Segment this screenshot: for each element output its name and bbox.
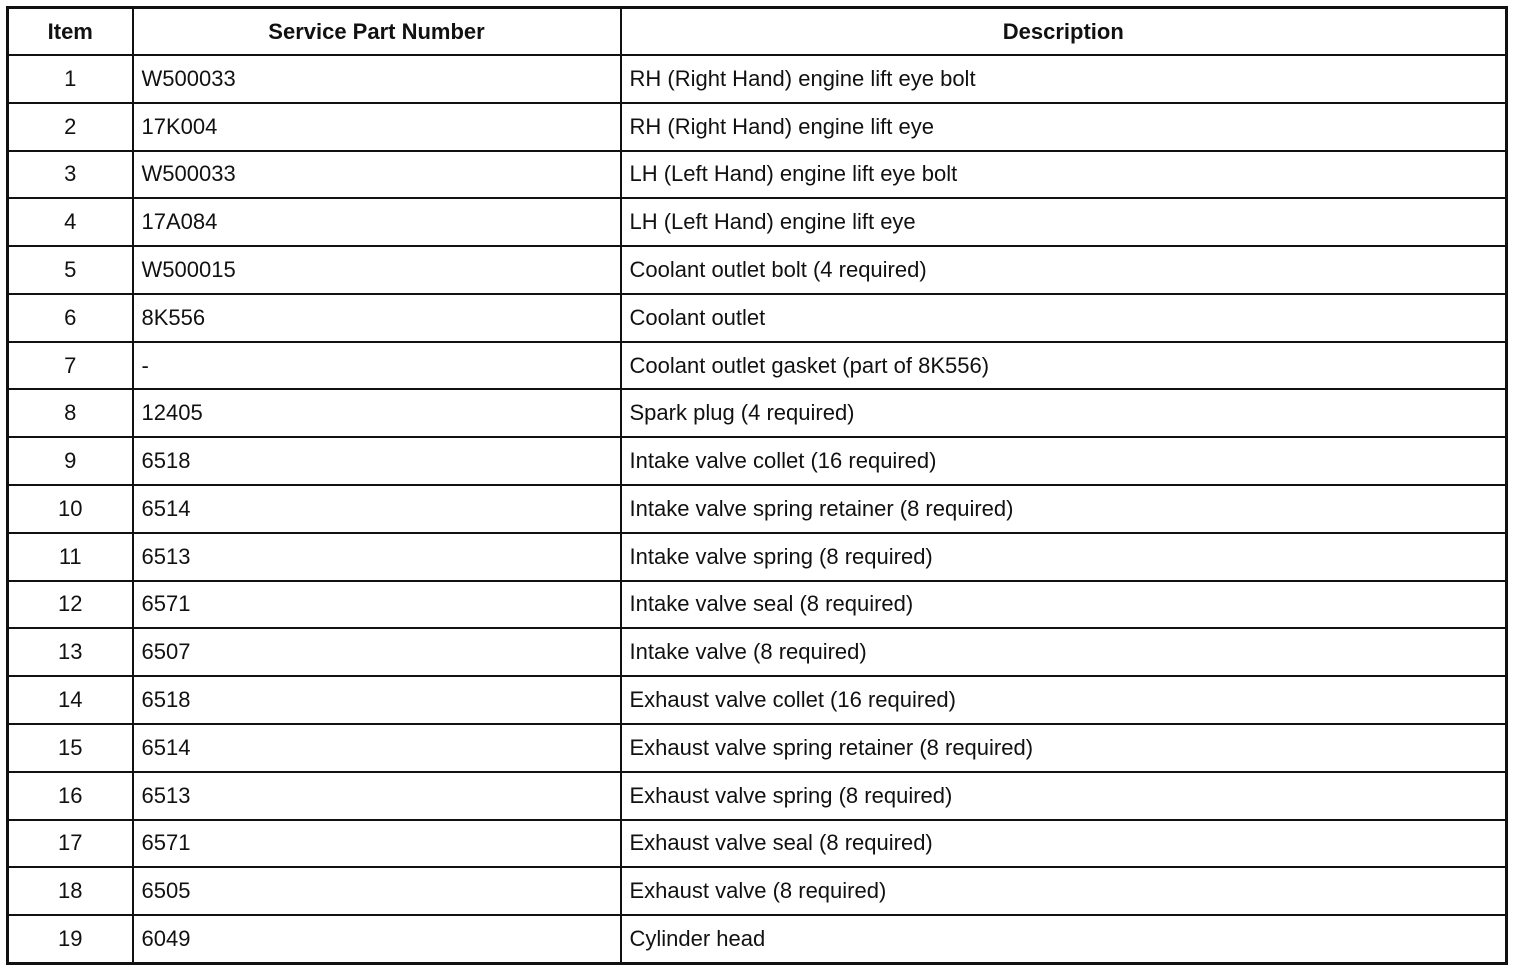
description-cell: Intake valve seal (8 required): [621, 581, 1507, 629]
description-cell: Coolant outlet: [621, 294, 1507, 342]
description-cell: Exhaust valve seal (8 required): [621, 820, 1507, 868]
description-cell: Exhaust valve spring retainer (8 required): [621, 724, 1507, 772]
service-part-number-cell: 6505: [133, 867, 621, 915]
item-number-cell: 13: [8, 628, 133, 676]
table-row: [8, 294, 1507, 342]
header-item: Item: [8, 8, 133, 56]
service-part-number-cell: 6514: [133, 485, 621, 533]
description-cell: LH (Left Hand) engine lift eye bolt: [621, 151, 1507, 199]
service-part-number-cell: 8K556: [133, 294, 621, 342]
service-part-number-cell: W500033: [133, 151, 621, 199]
item-number-cell: 16: [8, 772, 133, 820]
item-number-cell: 10: [8, 485, 133, 533]
item-number-cell: 3: [8, 151, 133, 199]
table-row: [8, 533, 1507, 581]
item-number-cell: 5: [8, 246, 133, 294]
service-part-number-cell: -: [133, 342, 621, 390]
item-number-cell: 2: [8, 103, 133, 151]
service-part-number-cell: 6571: [133, 581, 621, 629]
description-cell: Coolant outlet gasket (part of 8K556): [621, 342, 1507, 390]
item-number-cell: 18: [8, 867, 133, 915]
service-part-number-cell: W500015: [133, 246, 621, 294]
service-part-number-cell: 17K004: [133, 103, 621, 151]
description-cell: Intake valve spring retainer (8 required): [621, 485, 1507, 533]
item-number-cell: 4: [8, 198, 133, 246]
header-service-part-number: Service Part Number: [133, 8, 621, 56]
service-part-number-cell: 6507: [133, 628, 621, 676]
item-number-cell: 15: [8, 724, 133, 772]
table-body: [8, 55, 1507, 964]
service-part-number-cell: 6518: [133, 676, 621, 724]
parts-table: [6, 6, 1508, 965]
item-number-cell: 6: [8, 294, 133, 342]
description-cell: Intake valve spring (8 required): [621, 533, 1507, 581]
item-number-cell: 8: [8, 389, 133, 437]
item-number-cell: 17: [8, 820, 133, 868]
description-cell: Intake valve (8 required): [621, 628, 1507, 676]
item-number-cell: 11: [8, 533, 133, 581]
description-cell: Exhaust valve collet (16 required): [621, 676, 1507, 724]
table-row: [8, 55, 1507, 103]
service-part-number-cell: 6513: [133, 533, 621, 581]
table-row: [8, 724, 1507, 772]
item-number-cell: 7: [8, 342, 133, 390]
item-number-cell: 9: [8, 437, 133, 485]
header-row: [8, 8, 1507, 56]
description-cell: RH (Right Hand) engine lift eye: [621, 103, 1507, 151]
description-cell: Spark plug (4 required): [621, 389, 1507, 437]
description-cell: Coolant outlet bolt (4 required): [621, 246, 1507, 294]
table-row: [8, 915, 1507, 963]
description-cell: Exhaust valve spring (8 required): [621, 772, 1507, 820]
item-number-cell: 1: [8, 55, 133, 103]
header-description: Description: [621, 8, 1507, 56]
description-cell: Exhaust valve (8 required): [621, 867, 1507, 915]
table-row: [8, 437, 1507, 485]
service-part-number-cell: 6571: [133, 820, 621, 868]
table-row: [8, 867, 1507, 915]
description-cell: LH (Left Hand) engine lift eye: [621, 198, 1507, 246]
service-part-number-cell: 6518: [133, 437, 621, 485]
service-part-number-cell: 6049: [133, 915, 621, 963]
service-part-number-cell: 12405: [133, 389, 621, 437]
description-cell: Cylinder head: [621, 915, 1507, 963]
table-row: [8, 820, 1507, 868]
table-row: [8, 342, 1507, 390]
description-cell: RH (Right Hand) engine lift eye bolt: [621, 55, 1507, 103]
table-row: [8, 772, 1507, 820]
service-part-number-cell: 17A084: [133, 198, 621, 246]
table-row: [8, 628, 1507, 676]
item-number-cell: 14: [8, 676, 133, 724]
service-part-number-cell: 6514: [133, 724, 621, 772]
item-number-cell: 12: [8, 581, 133, 629]
table-row: [8, 198, 1507, 246]
table-row: [8, 581, 1507, 629]
service-part-number-cell: 6513: [133, 772, 621, 820]
table-row: [8, 151, 1507, 199]
table-row: [8, 246, 1507, 294]
table-row: [8, 103, 1507, 151]
table-row: [8, 389, 1507, 437]
table-row: [8, 676, 1507, 724]
service-part-number-cell: W500033: [133, 55, 621, 103]
table-header: [8, 8, 1507, 56]
item-number-cell: 19: [8, 915, 133, 963]
table-row: [8, 485, 1507, 533]
description-cell: Intake valve collet (16 required): [621, 437, 1507, 485]
